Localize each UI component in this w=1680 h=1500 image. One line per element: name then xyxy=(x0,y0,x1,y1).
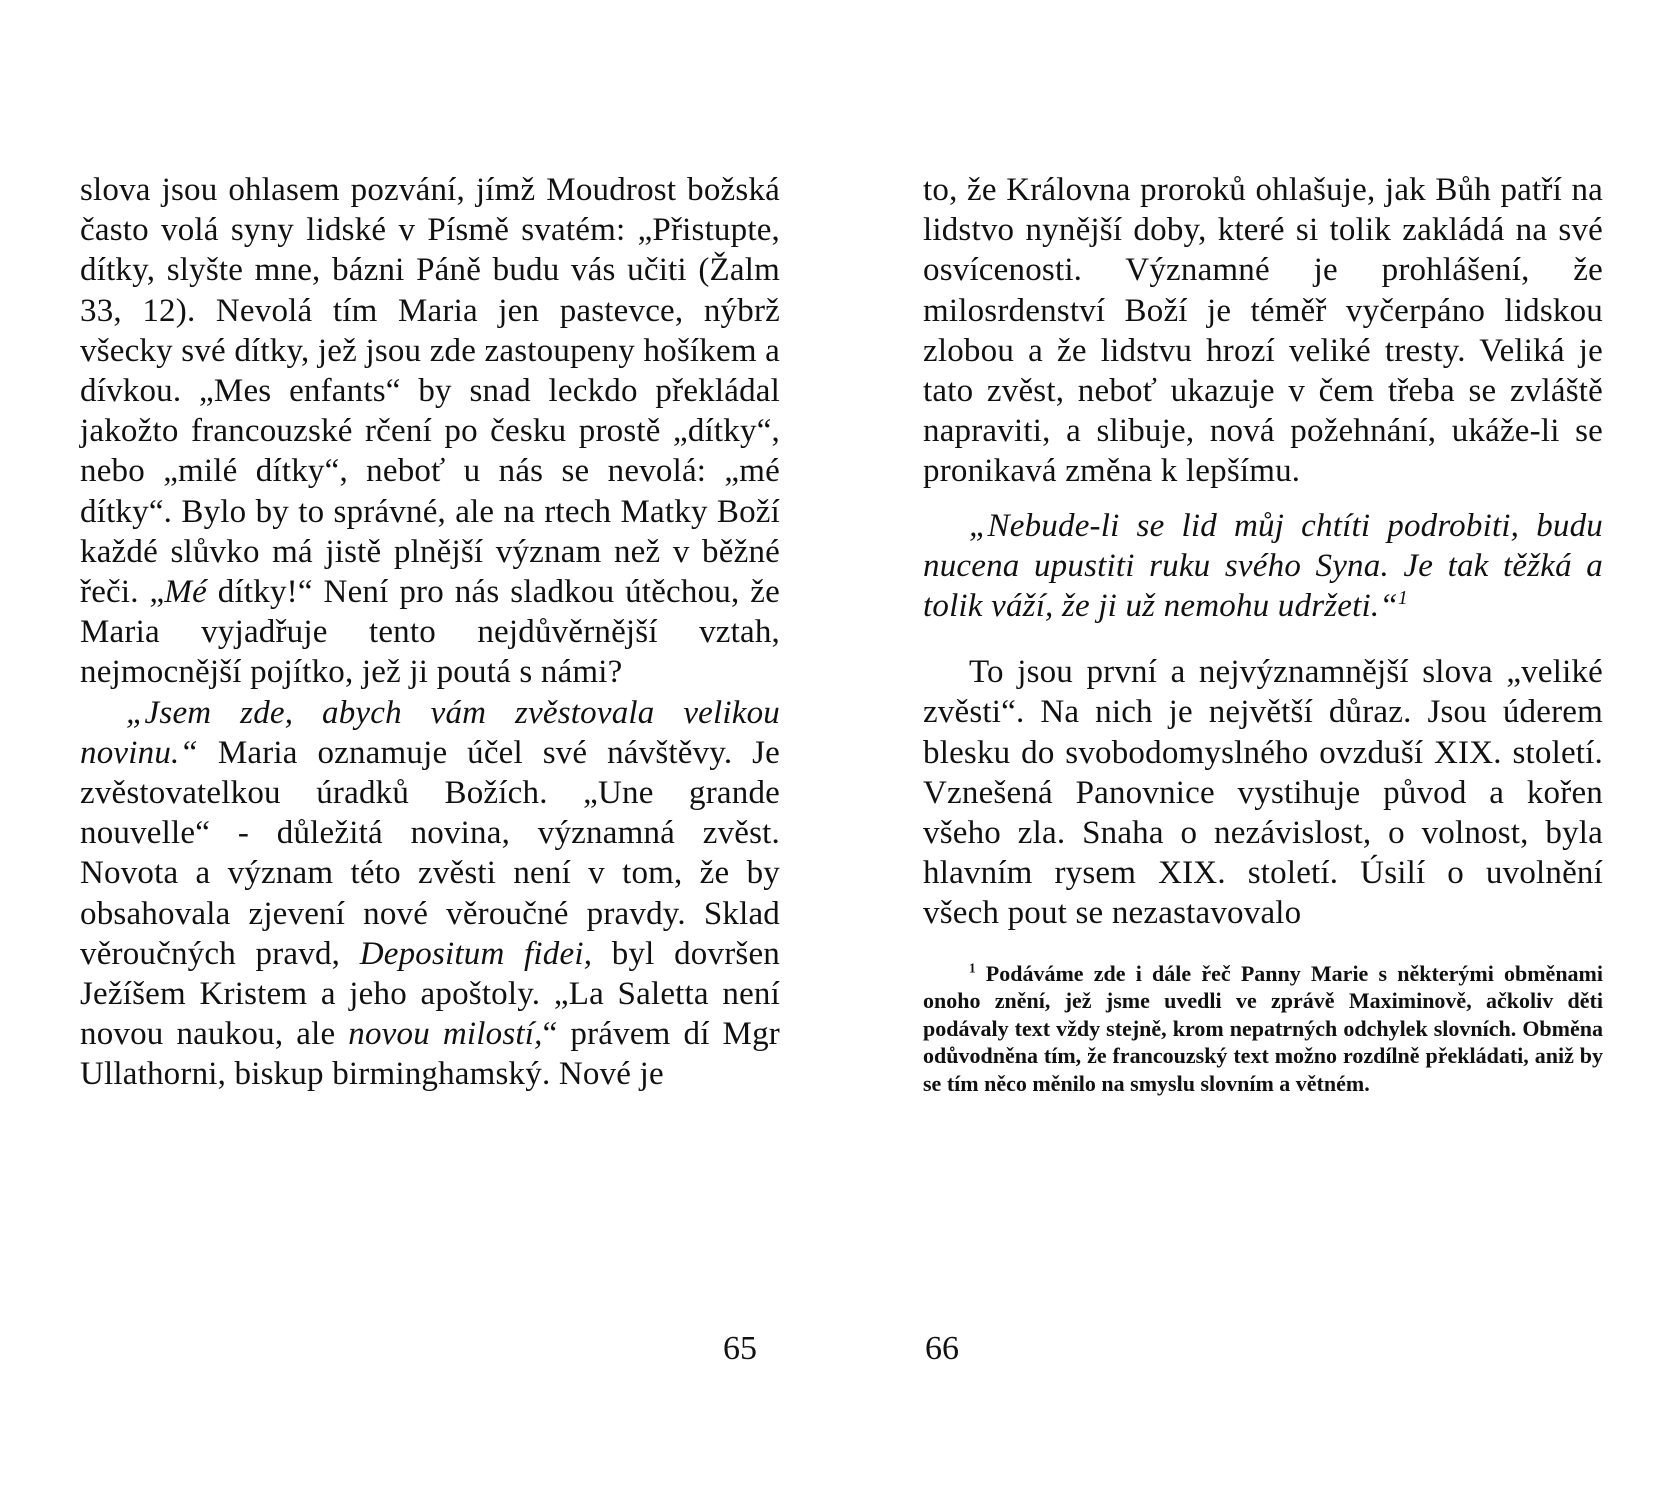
italic-segment: Mé xyxy=(164,574,207,611)
quote-text: „Nebude-li se lid můj chtíti podrobiti, budu nucena upustiti ruku svého Syna. Je tak těžká a tolik váží, že ji už nemohu udržeti.“ xyxy=(923,507,1603,625)
footnote-reference: 1 xyxy=(1397,587,1408,610)
right-page xyxy=(923,170,1603,1097)
text-segment: Maria oznamuje účel své návštěvy. Je zvěstovatelkou úradků Božích. „Une grande nouvelle“ - důležitá novina, významná zvěst. Novota a význam této zvěsti není v tom, že by obsahovala zjevení nové věroučné pravdy. Sklad věroučných pravd, xyxy=(80,734,780,972)
right-paragraph-quote xyxy=(923,506,1603,627)
left-paragraph-1 xyxy=(80,170,780,693)
left-page-text xyxy=(80,170,780,1095)
footnote-block xyxy=(923,960,1603,1098)
italic-segment: Depositum fidei, xyxy=(359,935,593,972)
left-page xyxy=(80,170,780,1095)
text-segment: dítky!“ Není pro nás sladkou útěchou, že Maria vyjadřuje tento nejdůvěrnější vztah, nejmocnější pojítko, jež ji poutá s námi? xyxy=(80,574,780,691)
footnote-marker: 1 xyxy=(969,960,976,976)
page-number-left: 65 xyxy=(723,1330,757,1367)
page-number-right: 66 xyxy=(925,1330,959,1367)
left-paragraph-2 xyxy=(80,693,780,1095)
text-segment: “ právem dí Mgr Ullathorni, biskup birminghamský. Nové je xyxy=(80,1016,780,1093)
italic-segment: „Jsem zde, abych vám zvěstovala velikou novinu.“ xyxy=(80,694,780,771)
italic-segment: novou milostí, xyxy=(348,1016,543,1053)
footnote-text: Podáváme zde i dále řeč Panny Marie s některými obměnami onoho znění, jež jsme uvedli ve zprávě Maximinově, ačkoliv děti podávaly text vždy stejně, krom nepatrných odchylek slovních. Obměna odůvodněna tím, že francouzský text možno rozdílně překládati, aniž by se tím něco měnilo na smyslu slovním a větném. xyxy=(923,960,1603,1096)
footnote-1 xyxy=(923,960,1603,1098)
right-paragraph-3: To jsou první a nejvýznamnější slova „veliké zvěsti“. Na nich je největší důraz. Jsou úderem blesku do svobodomyslného ovzduší XIX. století. Vznešená Panovnice vystihuje původ a kořen všeho zla. Snaha o nezávislost, o volnost, byla hlavním rysem XIX. století. Úsilí o uvolnění všech pout se nezastavovalo xyxy=(923,654,1603,932)
text-segment: slova jsou ohlasem pozvání, jímž Moudrost božská často volá syny lidské v Písmě svatém: „Přistupte, dítky, slyšte mne, bázni Páně budu vás učiti (Žalm 33, 12). Nevolá tím Maria jen pastevce, nýbrž všecky své dítky, jež jsou zde zastoupeny hošíkem a dívkou. „Mes enfants“ by snad leckdo překládal jakožto francouzské rčení po česku prostě „dítky“, nebo „milé dítky“, neboť u nás se nevolá: „mé dítky“. Bylo by to správné, ale na rtech Matky Boží každé slůvko má jistě plnější význam než v běžné řeči. „ xyxy=(80,172,780,611)
right-paragraph-1: to, že Královna proroků ohlašuje, jak Bůh patří na lidstvo nynější doby, které si tolik zakládá na své osvícenosti. Významné je prohlášení, že milosrdenství Boží je téměř vyčerpáno lidskou zlobou a že lidstvu hrozí veliké tresty. Veliká je tato zvěst, neboť ukazuje v čem třeba se zvláště napraviti, a slibuje, nová požehnání, ukáže-li se pronikavá změna k lepšímu. xyxy=(923,172,1603,490)
right-page-text xyxy=(923,170,1603,934)
text-segment: byl dovršen Ježíšem Kristem a jeho apoštoly. „La Saletta není novou naukou, ale xyxy=(80,935,780,1053)
